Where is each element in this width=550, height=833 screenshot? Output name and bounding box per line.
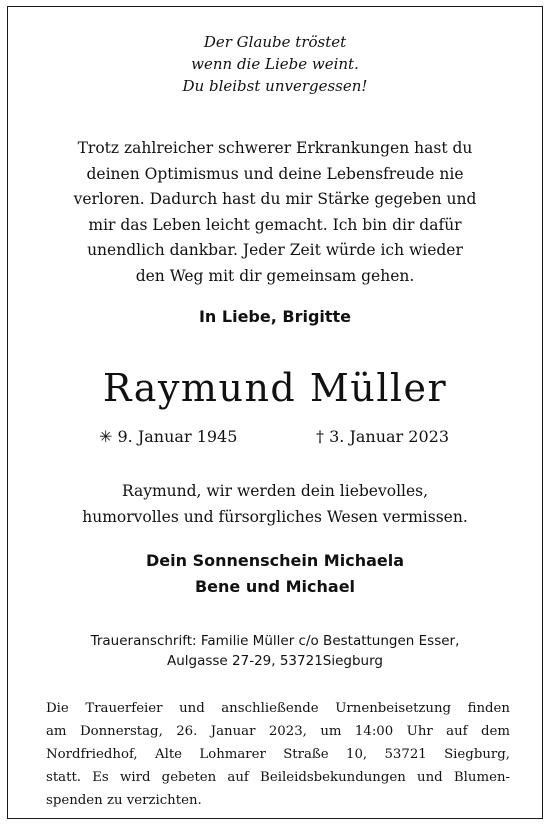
- death-date-text: 3. Januar 2023: [329, 427, 449, 446]
- deceased-name: Raymund Müller: [102, 366, 448, 410]
- motto-verse: [8, 31, 542, 97]
- obituary-notice: [7, 6, 543, 819]
- tribute-line: Trotz zahlreicher schwerer Erkrankungen hast du: [77, 139, 473, 157]
- funeral-line: spenden zu verzichten.: [46, 793, 202, 808]
- birth-date-text: 9. Januar 1945: [117, 427, 238, 446]
- death-cross-icon: †: [316, 427, 324, 446]
- tribute-line: verloren. Dadurch hast du mir Stärke gegeben und: [73, 190, 477, 208]
- funeral-notice: [46, 697, 510, 812]
- tribute-line: den Weg mit dir gemeinsam gehen.: [135, 266, 415, 285]
- death-date: [316, 427, 449, 446]
- family-signatures: [8, 548, 542, 600]
- address-line: Traueranschrift: Familie Müller c/o Bestattungen Esser,: [90, 633, 460, 649]
- mourning-address: [8, 631, 542, 671]
- farewell-line: humorvolles und fürsorgliches Wesen vermissen.: [82, 508, 468, 526]
- signature: In Liebe, Brigitte: [198, 307, 352, 326]
- address-line: Aulgasse 27-29, 53721Siegburg: [166, 653, 383, 669]
- motto-line: Der Glaube tröstet: [203, 33, 347, 51]
- motto-line: Du bleibst unvergessen!: [182, 77, 368, 95]
- funeral-line: Nordfriedhof, Alte Lohmarer Straße 10, 53721 Siegburg,: [46, 747, 510, 762]
- family-line: Bene und Michael: [194, 577, 356, 596]
- family-line: Dein Sonnenschein Michaela: [145, 551, 405, 570]
- motto-line: wenn die Liebe weint.: [191, 55, 359, 73]
- tribute-line: mir das Leben leicht gemacht. Ich bin dir dafür: [88, 215, 462, 234]
- funeral-line: Die Trauerfeier und anschließende Urnenbeisetzung finden: [46, 701, 510, 716]
- birth-star-icon: ✳: [99, 427, 113, 446]
- birth-date: [99, 427, 237, 446]
- funeral-line: am Donnerstag, 26. Januar 2023, um 14:00 Uhr auf dem: [46, 724, 510, 739]
- farewell-line: Raymund, wir werden dein liebevolles,: [121, 482, 429, 500]
- farewell-text: [8, 478, 542, 530]
- tribute-line: deinen Optimismus und deine Lebensfreude nie: [86, 164, 464, 183]
- funeral-line: statt. Es wird gebeten auf Beileidsbekundungen und Blumen-: [46, 770, 510, 785]
- tribute-line: unendlich dankbar. Jeder Zeit würde ich wieder: [87, 241, 463, 259]
- tribute-text: [8, 136, 542, 289]
